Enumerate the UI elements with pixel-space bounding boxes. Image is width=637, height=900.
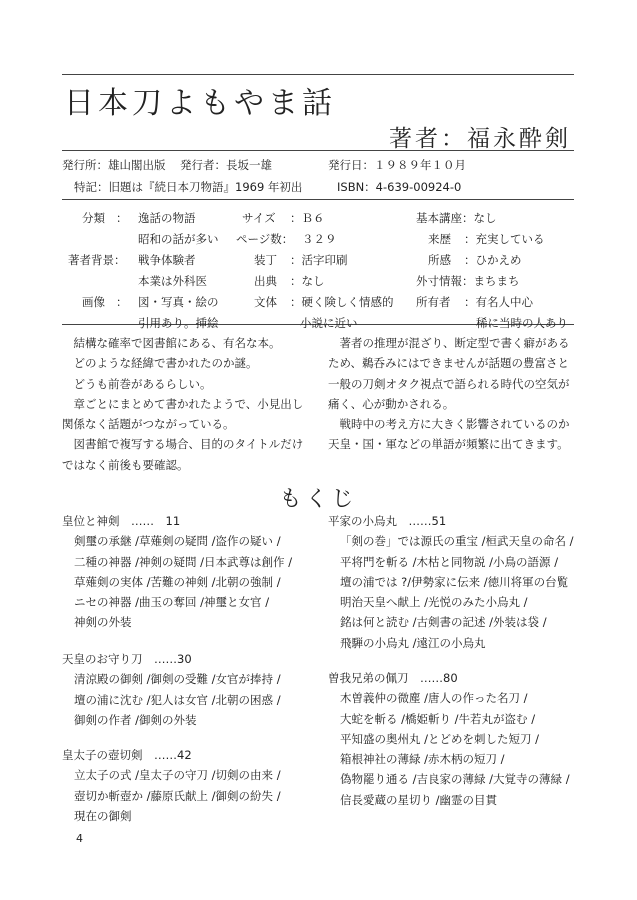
toc-line: 「剣の巻」では源氏の重宝 /桓武天皇の命名 / xyxy=(340,534,574,549)
toc-section xyxy=(62,511,292,633)
source-label: 出典 xyxy=(254,274,277,288)
publication-date: 発行日：１９８９年１０月 xyxy=(328,158,466,172)
toc-line: 二種の神器 /神剣の疑問 /日本武尊は創作 / xyxy=(74,554,293,569)
summary-left xyxy=(62,333,314,475)
dimension-info: 外寸情報：まちまち xyxy=(416,274,520,288)
summary-line: 一般の刀剣オタク視点で語られる時代の空気が xyxy=(328,376,570,391)
toc-line: 偽物罷り通る /吉良家の薄緑 /大覚寺の薄緑 / xyxy=(340,772,570,787)
toc-line: 箱根神社の薄緑 /赤木柄の短刀 / xyxy=(340,752,505,767)
author-background-value-2: 本業は外科医 xyxy=(138,274,207,288)
toc-line: 神剣の外装 xyxy=(74,615,132,630)
category-value-2: 昭和の話が多い xyxy=(138,232,219,246)
toc-line: 草薙剣の実体 /苦難の神剣 /北朝の強制 / xyxy=(74,574,281,589)
size-label: サイズ xyxy=(242,211,276,225)
toc-heading: もくじ xyxy=(279,487,358,512)
summary-right xyxy=(328,333,578,455)
image-colon: ： xyxy=(116,295,128,309)
publication-note: 特記：旧題は『続日本刀物語』1969 年初出 xyxy=(74,180,303,194)
toc-line: ニセの神器 /曲玉の奪回 /神璽と女官 / xyxy=(74,595,270,610)
category-value-1: 逸話の物語 xyxy=(138,211,196,225)
toc-line: 飛騨の小烏丸 /遠江の小烏丸 xyxy=(340,635,486,650)
summary-line: ではなく前後も要確認。 xyxy=(62,457,189,472)
toc-line: 明治天皇へ献上 /光悦のみた小烏丸 / xyxy=(340,595,528,610)
toc-section-title: 皇位と神剣 …… 11 xyxy=(62,514,181,528)
isbn: ISBN：4-639-00924-0 xyxy=(337,180,462,194)
style-value-1: ：硬く険しく情感的 xyxy=(290,295,394,309)
toc-line: 信長愛蔵の星切り /幽霊の目貫 xyxy=(340,792,498,807)
toc-section-title: 曽我兄弟の佩刀 ……80 xyxy=(328,671,458,685)
toc-line: 清涼殿の御剣 /御剣の受難 /女官が捧持 / xyxy=(74,672,281,687)
top-rule xyxy=(62,74,574,75)
pages-value: ３２９ xyxy=(302,232,337,246)
summary-line: どのような経緯で書かれたのか謎。 xyxy=(73,356,258,371)
toc-line: 現在の御剣 xyxy=(74,808,132,823)
history-value: ：充実している xyxy=(464,232,545,246)
summary-line: 著者の推理が混ざり、断定型で書く癖がある xyxy=(339,336,570,350)
publication-rule xyxy=(62,199,574,200)
summary-line: 戦時中の考え方に大きく影響されているのか xyxy=(339,417,570,432)
summary-line: 天皇・国・軍などの単語が頻繁に出てきます。 xyxy=(328,437,569,452)
toc-section-title: 天皇のお守り刀 ……30 xyxy=(62,652,192,666)
impression-value: ：ひかえめ xyxy=(464,253,522,267)
toc-line: 立太子の式 /皇太子の守刀 /切剣の由来 / xyxy=(74,768,281,783)
toc-section xyxy=(328,511,574,653)
author-label: 著者：福永酔剣 xyxy=(389,126,571,152)
toc-section xyxy=(62,745,281,826)
toc-line: 大蛇を斬る /橋姫斬り /牛若丸が盗む / xyxy=(340,711,536,726)
style-value-2: 小説に近い xyxy=(300,316,358,330)
summary-line: 章ごとにまとめて書かれたようで、小見出し xyxy=(73,396,304,411)
style-label: 文体 xyxy=(254,295,277,309)
summary-line: 図書館で複写する場合、目的のタイトルだけ xyxy=(73,437,304,452)
toc-line: 壺切か斬壺か /藤原氏献上 /御剣の紛失 / xyxy=(74,788,281,803)
toc-section xyxy=(62,649,281,730)
summary-line: 関係なく話題がつながっている。 xyxy=(62,417,235,432)
page-number: 4 xyxy=(76,832,83,845)
image-label: 画像 xyxy=(82,295,105,309)
toc-section xyxy=(328,668,570,810)
book-title: 日本刀よもやま話 xyxy=(64,86,336,121)
image-value-1: 図・写真・絵の xyxy=(138,295,219,309)
toc-line: 平将門を斬る /木枯と同物説 /小鳥の語源 / xyxy=(340,554,559,569)
owner-value-2: 稀に当時の人あり xyxy=(476,316,568,330)
category-colon: ： xyxy=(116,211,128,225)
summary-line: 結構な確率で図書館にある、有名な本。 xyxy=(73,336,281,350)
basic-course: 基本講座：なし xyxy=(416,211,497,225)
impression-label: 所感 xyxy=(428,253,451,267)
toc-line: 木曽義仲の微塵 /唐人の作った名刀 / xyxy=(340,691,528,706)
source-value: ：なし xyxy=(290,274,325,288)
toc-line: 壇の浦では ?/伊勢家に伝来 /徳川将軍の台覧 xyxy=(340,574,569,589)
binding-label: 装丁 xyxy=(254,253,277,267)
issuer: 発行者：長坂一雄 xyxy=(180,158,272,172)
history-label: 来歴 xyxy=(428,232,451,246)
author-background-label: 著者背景： xyxy=(68,253,126,267)
pages-label: ページ数： xyxy=(236,232,294,246)
size-value: ：Ｂ６ xyxy=(290,211,325,225)
summary-line: ため、鵜呑みにはできませんが話題の豊富さと xyxy=(328,356,570,371)
owner-value-1: ：有名人中心 xyxy=(464,295,533,309)
toc-section-title: 皇太子の壺切剣 ……42 xyxy=(62,748,192,762)
summary-line: どうも前巻があるらしい。 xyxy=(73,376,212,391)
image-value-2: 引用あり。挿絵 xyxy=(138,316,219,330)
category-label: 分類 xyxy=(82,211,105,225)
toc-line: 平知盛の奥州丸 /とどめを刺した短刀 / xyxy=(340,731,540,746)
author-background-value-1: 戦争体験者 xyxy=(138,253,196,267)
toc-line: 剣璽の承継 /草薙剣の疑問 /盗作の疑い / xyxy=(74,534,281,549)
owner-label: 所有者 xyxy=(416,295,451,309)
toc-section-title: 平家の小烏丸 ……51 xyxy=(328,514,447,528)
publisher: 発行所：雄山閣出版 xyxy=(62,158,166,172)
binding-value: ：活字印刷 xyxy=(290,253,348,267)
toc-line: 銘は何と読む /古剣書の記述 /外装は袋 / xyxy=(340,615,547,630)
toc-line: 壇の浦に沈む /犯人は女官 /北朝の困惑 / xyxy=(74,692,281,707)
summary-line: 痛く、心が動かされる。 xyxy=(328,396,455,411)
toc-line: 御剣の作者 /御剣の外装 xyxy=(74,712,197,727)
